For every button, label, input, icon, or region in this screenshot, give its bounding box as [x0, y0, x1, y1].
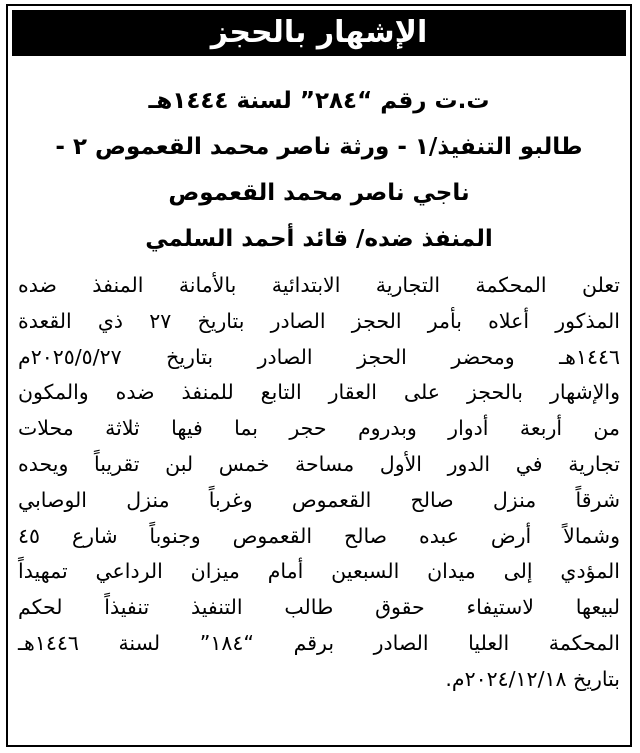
- body-line: المحكمة العليا الصادر برقم “١٨٤” لسنة ١٤٤٦هـ: [18, 630, 620, 655]
- case-headings: [18, 78, 620, 262]
- case-number: ت.ت رقم “٢٨٤” لسنة ١٤٤٤هـ: [148, 88, 490, 114]
- body-line: ١٤٤٦هـ ومحضر الحجز الصادر بتاريخ ٢٠٢٥/٥/٢٧م: [18, 344, 620, 369]
- body-line: لبيعها لاستيفاء حقوق طالب التنفيذ تنفيذاً لحكم: [18, 595, 620, 620]
- plaintiffs-line-2: ناجي ناصر محمد القعموص: [168, 180, 470, 206]
- notice-body: [18, 268, 620, 698]
- body-line: تعلن المحكمة التجارية الابتدائية بالأمانة المنفذ ضده: [18, 273, 620, 297]
- body-line-last: بتاريخ ٢٠٢٤/١٢/١٨م.: [445, 666, 620, 691]
- title-bar: [12, 10, 626, 56]
- body-line: من أربعة أدوار وبدروم حجر بما فيها ثلاثة محلات: [18, 416, 620, 441]
- body-line: شرقاً منزل صالح القعموص وغرباً منزل الوصابي: [18, 487, 620, 512]
- body-line: المذكور أعلاه بأمر الحجز الصادر بتاريخ ٢٧ ذي القعدة: [18, 308, 620, 333]
- notice-title: الإشهار بالحجز: [210, 15, 428, 50]
- notice-frame: [6, 4, 632, 747]
- defendant-line: المنفذ ضده/ قائد أحمد السلمي: [145, 226, 493, 252]
- body-line: المؤدي إلى ميدان السبعين أمام ميزان الرداعي تمهيداً: [18, 559, 620, 584]
- body-line: تجارية في الدور الأول مساحة خمس لبن تقريباً ويحده: [18, 451, 620, 476]
- body-line: والإشهار بالحجز على العقار التابع للمنفذ ضده والمكون: [18, 380, 620, 405]
- body-line: وشمالاً أرض عبده صالح القعموص وجنوباً شارع ٤٥: [18, 523, 620, 548]
- plaintiffs-line-1: طالبو التنفيذ/١ - ورثة ناصر محمد القعموص ٢ -: [55, 134, 583, 160]
